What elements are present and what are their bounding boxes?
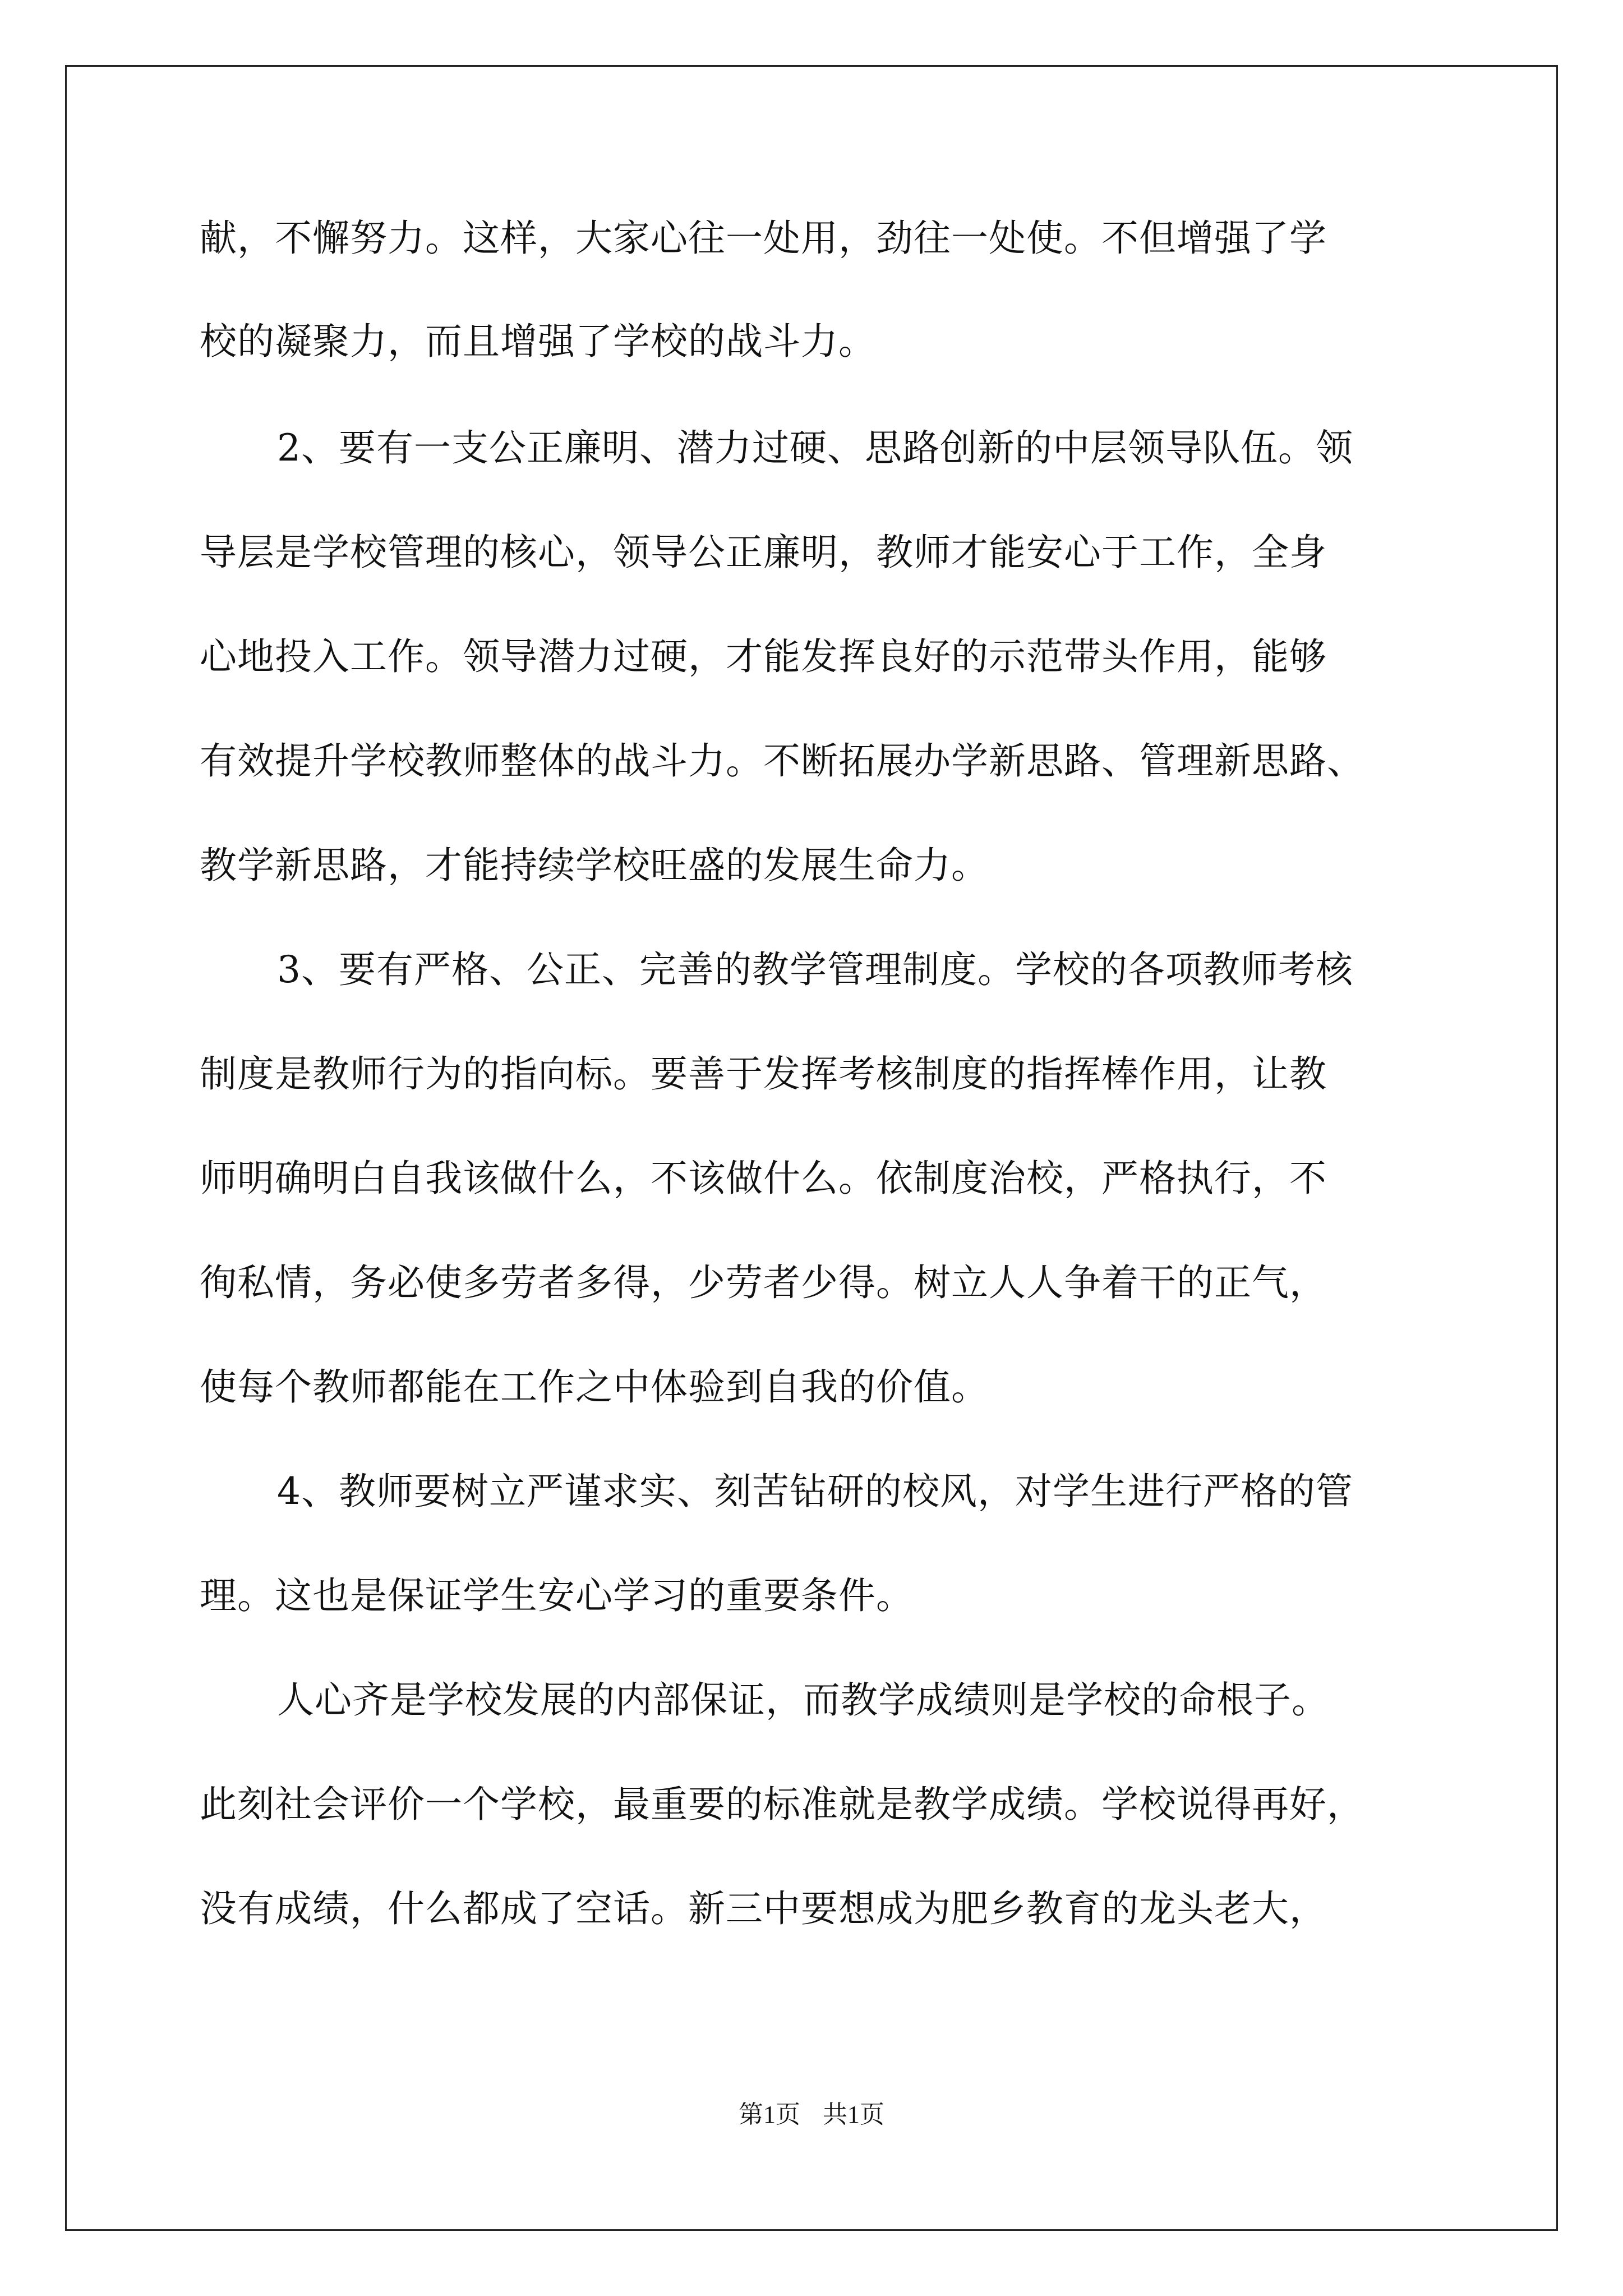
text-line: 教学新思路，才能持续学校旺盛的发展生命力。 (200, 844, 989, 887)
text-line: 3、要有严格、公正、完善的教学管理制度。学校的各项教师考核 (277, 948, 1353, 991)
page-total: 共1页 (823, 2101, 884, 2128)
text-line: 人心齐是学校发展的内部保证，而教学成绩则是学校的命根子。 (277, 1678, 1329, 1722)
text-line: 徇私情，务必使多劳者多得，少劳者少得。树立人人争着干的正气， (200, 1261, 1327, 1304)
text-line: 导层是学校管理的核心，领导公正廉明，教师才能安心于工作，全身 (200, 531, 1327, 574)
text-line: 使每个教师都能在工作之中体验到自我的价值。 (200, 1365, 989, 1409)
text-line: 4、教师要树立严谨求实、刻苦钻研的校风，对学生进行严格的管 (277, 1470, 1353, 1513)
text-line: 制度是教师行为的指向标。要善于发挥考核制度的指挥棒作用，让教 (200, 1052, 1327, 1096)
page-number: 第1页 (739, 2101, 800, 2128)
text-line: 校的凝聚力，而且增强了学校的战斗力。 (200, 320, 876, 363)
text-line: 心地投入工作。领导潜力过硬，才能发挥良好的示范带头作用，能够 (200, 635, 1327, 678)
text-line: 师明确明白自我该做什么，不该做什么。依制度治校，严格执行，不 (200, 1157, 1327, 1200)
text-line: 有效提升学校教师整体的战斗力。不断拓展办学新思路、管理新思路、 (200, 739, 1364, 783)
text-line: 2、要有一支公正廉明、潜力过硬、思路创新的中层领导队伍。领 (277, 426, 1353, 470)
text-line: 此刻社会评价一个学校，最重要的标准就是教学成绩。学校说得再好， (200, 1783, 1364, 1826)
text-line: 没有成绩，什么都成了空话。新三中要想成为肥乡教育的龙头老大， (200, 1887, 1327, 1930)
text-line: 理。这也是保证学生安心学习的重要条件。 (200, 1574, 914, 1617)
page-footer (0, 2099, 1623, 2131)
text-line: 献，不懈努力。这样，大家心往一处用，劲往一处使。不但增强了学 (200, 217, 1327, 260)
